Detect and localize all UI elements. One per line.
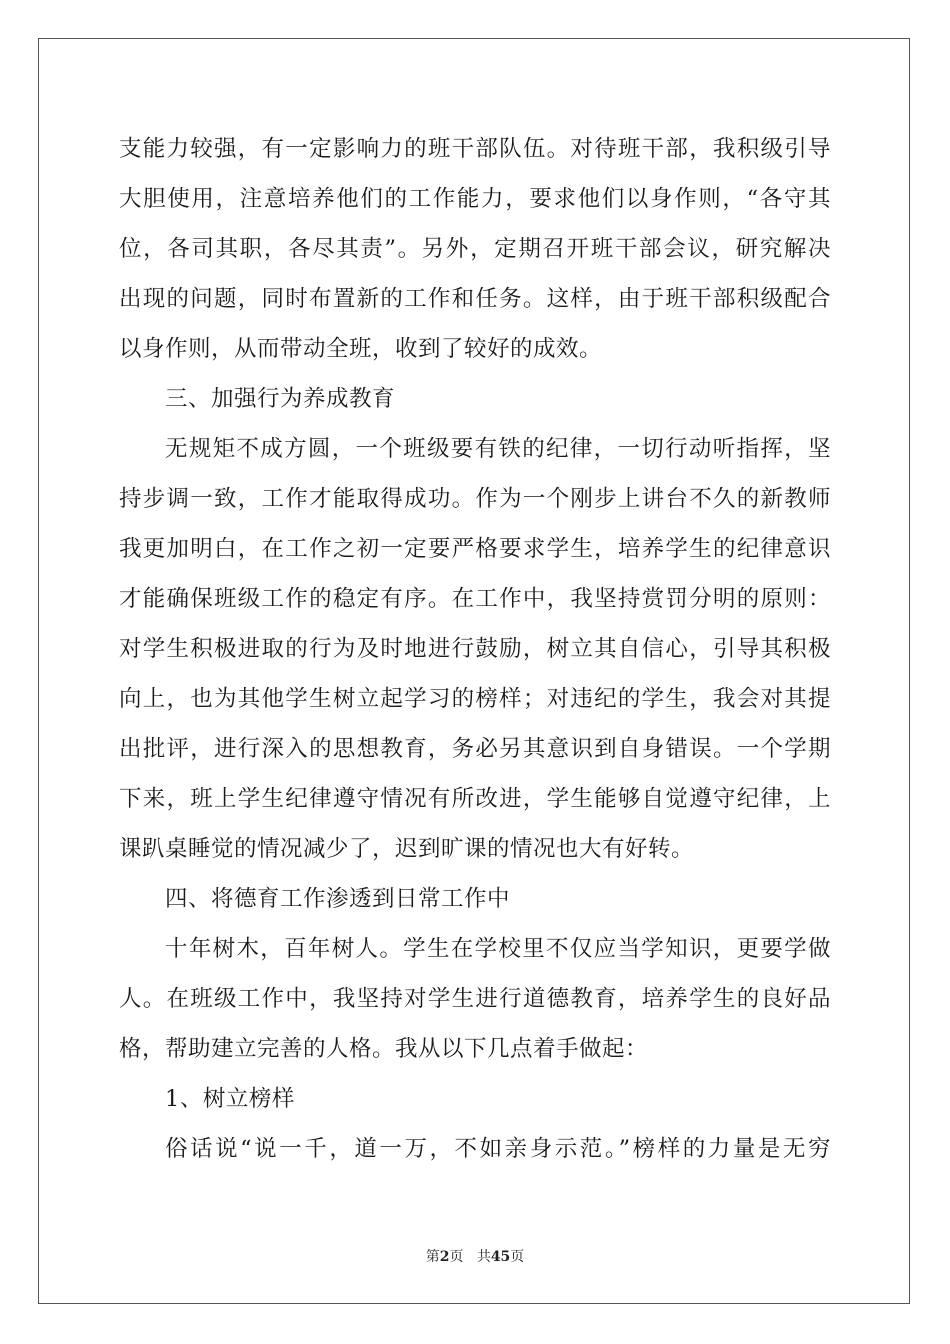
text-line: 三、加强行为养成教育 <box>165 386 396 412</box>
text-line: 向上，也为其他学生树立起学习的榜样；对违纪的学生，我会对其提 <box>119 686 831 712</box>
page-label-prefix: 第 <box>425 1249 440 1265</box>
text-line: 才能确保班级工作的稳定有序。在工作中，我坚持赏罚分明的原则： <box>119 586 831 612</box>
text-line: 出现的问题，同时布置新的工作和任务。这样，由于班干部积级配合 <box>119 286 831 312</box>
text-line: 大胆使用，注意培养他们的工作能力，要求他们以身作则，“各守其 <box>119 186 831 212</box>
total-label-prefix: 共 <box>476 1249 491 1265</box>
text-line: 格，帮助建立完善的人格。我从以下几点着手做起： <box>119 1036 649 1062</box>
text-line: 四、将德育工作渗透到日常工作中 <box>165 886 511 912</box>
text-line: 俗话说“说一千，道一万，不如亲身示范。”榜样的力量是无穷 <box>165 1136 831 1162</box>
total-label-suffix: 页 <box>510 1249 525 1265</box>
page-footer <box>0 1247 950 1267</box>
text-line: 持步调一致，工作才能取得成功。作为一个刚步上讲台不久的新教师 <box>119 486 831 512</box>
total-pages: 45 <box>490 1249 511 1265</box>
text-line: 课趴桌睡觉的情况减少了，迟到旷课的情况也大有好转。 <box>119 836 695 862</box>
text-line: 我更加明白，在工作之初一定要严格要求学生，培养学生的纪律意识 <box>119 536 831 562</box>
text-line: 下来，班上学生纪律遵守情况有所改进，学生能够自觉遵守纪律，上 <box>119 786 831 812</box>
page-label-suffix: 页 <box>449 1249 464 1265</box>
text-line: 出批评，进行深入的思想教育，务必另其意识到自身错误。一个学期 <box>119 736 831 762</box>
text-line: 支能力较强，有一定影响力的班干部队伍。对待班干部，我积级引导 <box>119 136 831 162</box>
text-line: 无规矩不成方圆，一个班级要有铁的纪律，一切行动听指挥，坚 <box>165 436 831 462</box>
text-line: 十年树木，百年树人。学生在学校里不仅应当学知识，更要学做 <box>165 936 831 962</box>
text-line: 位，各司其职，各尽其责”。另外，定期召开班干部会议，研究解决 <box>119 236 831 262</box>
text-line: 人。在班级工作中，我坚持对学生进行道德教育，培养学生的良好品 <box>119 986 831 1012</box>
text-line: 1、树立榜样 <box>165 1086 295 1112</box>
text-line: 对学生积极进取的行为及时地进行鼓励，树立其自信心，引导其积极 <box>119 636 831 662</box>
document-body <box>119 124 831 1174</box>
text-line: 以身作则，从而带动全班，收到了较好的成效。 <box>119 336 603 362</box>
page-number: 2 <box>439 1249 450 1265</box>
